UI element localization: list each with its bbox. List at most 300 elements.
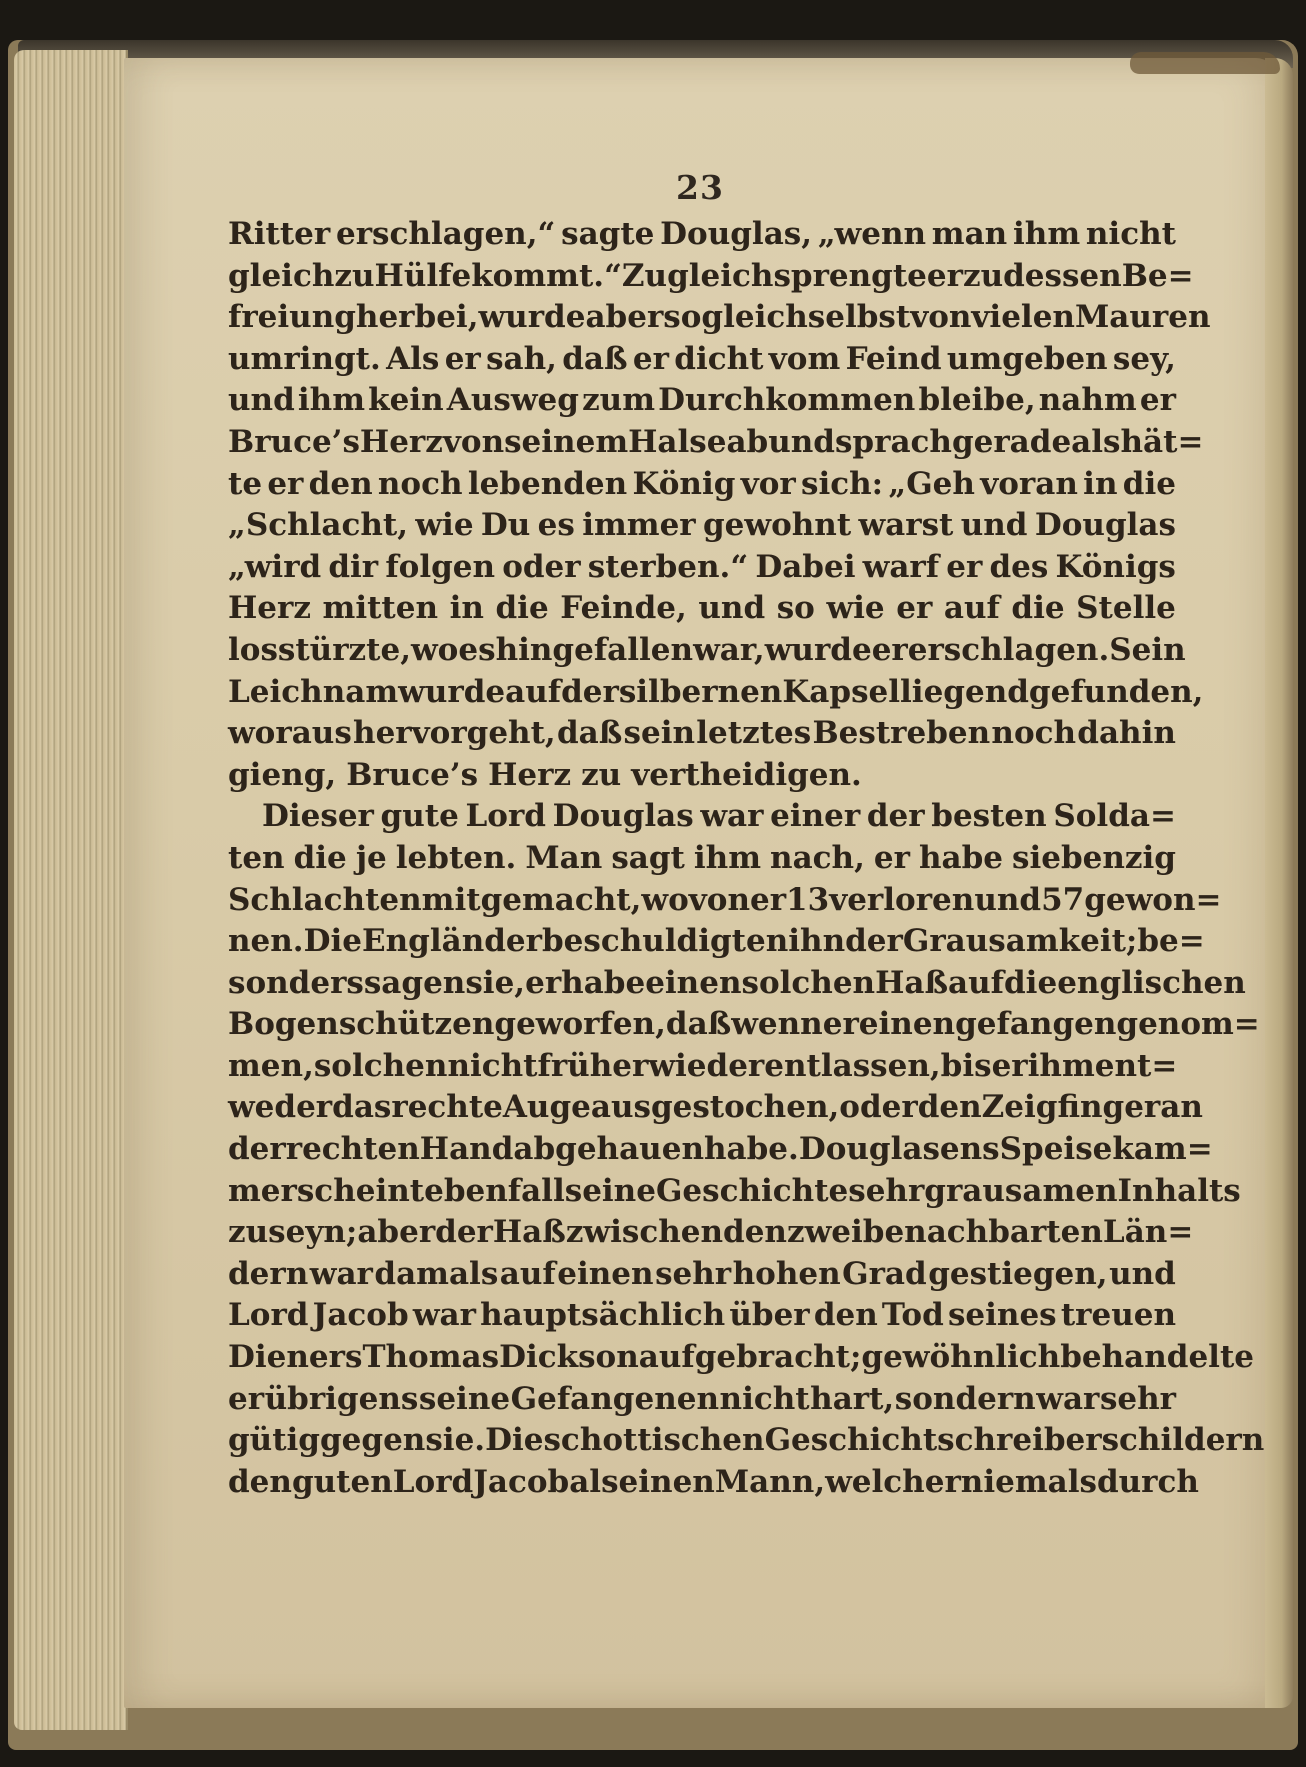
word: sonders — [228, 964, 364, 1001]
word: nicht — [447, 1047, 538, 1084]
word: Du — [480, 507, 531, 544]
word: als — [1071, 423, 1121, 460]
text-line — [228, 1379, 1176, 1421]
word: „wird — [228, 548, 322, 585]
text-line — [228, 1046, 1176, 1088]
word: übrigens — [264, 1380, 419, 1417]
word: kein — [368, 382, 444, 419]
word: freiung — [228, 299, 356, 336]
word: nicht — [719, 1380, 810, 1417]
word: seine — [418, 1380, 511, 1417]
word: hervorgeht, — [353, 715, 556, 752]
word: je — [355, 839, 387, 876]
word: gewon= — [1084, 881, 1222, 918]
word: und — [960, 507, 1028, 544]
text-line — [228, 630, 1186, 672]
word: vom — [768, 340, 841, 377]
word: war — [1036, 1380, 1100, 1417]
word: zu — [581, 756, 622, 793]
word: letztes — [696, 715, 812, 752]
text-line — [228, 214, 1176, 256]
word: daß — [665, 1006, 732, 1043]
word: scheint — [296, 1172, 425, 1209]
word: sprengte — [773, 257, 927, 294]
word: gefunden, — [1028, 673, 1204, 710]
word: solchen — [741, 964, 876, 1001]
word: war, — [693, 631, 765, 668]
word: dern — [228, 1255, 309, 1292]
word: silbernen — [618, 673, 783, 710]
word: er — [525, 964, 562, 1001]
word: ab — [726, 423, 769, 460]
word: sey, — [1112, 340, 1176, 377]
text-line — [228, 963, 1246, 1005]
word: sagen — [363, 964, 466, 1001]
word: wurde — [398, 673, 506, 710]
word: den — [308, 465, 373, 502]
word: war — [309, 1255, 373, 1292]
word: wurde — [478, 299, 586, 336]
word: einen — [645, 964, 742, 1001]
page-number: 23 — [676, 168, 724, 207]
word: Tod — [881, 1297, 944, 1334]
word: die — [1004, 964, 1058, 1001]
word: Bruce’s — [346, 756, 479, 793]
word: nen. — [228, 923, 304, 960]
word: mitgemacht, — [421, 881, 642, 918]
word: englischen — [1057, 964, 1246, 1001]
word: einen — [618, 1463, 715, 1500]
word: den — [917, 1089, 982, 1126]
text-line — [228, 256, 1194, 298]
word: guten — [291, 1463, 393, 1500]
word: Thomas — [362, 1339, 500, 1376]
word: der — [228, 1131, 286, 1168]
word: von — [442, 423, 505, 460]
word: Dickson — [499, 1339, 639, 1376]
word: über — [729, 1297, 810, 1334]
word: entlassen, — [764, 1047, 941, 1084]
word: auf — [499, 1255, 556, 1292]
word: Feind — [845, 340, 942, 377]
word: sah, — [486, 340, 557, 377]
word: Mann, — [714, 1463, 826, 1500]
word: er — [871, 631, 908, 668]
word: Inhalts — [1117, 1172, 1241, 1209]
word: einen — [557, 1255, 654, 1292]
word: daß — [556, 715, 623, 752]
text-line — [228, 880, 1222, 922]
word: sehr — [655, 1255, 732, 1292]
word: zwischen — [565, 1214, 724, 1251]
word: gerade — [951, 423, 1072, 460]
word: der — [845, 923, 903, 960]
word: geworfen, — [494, 1006, 666, 1043]
word: Jacob — [312, 1297, 409, 1334]
word: losstürzte, — [228, 631, 411, 668]
word: Douglas, — [660, 216, 813, 252]
word: Königs — [1055, 548, 1176, 585]
word: hohen — [732, 1255, 841, 1292]
word: dicht — [674, 340, 764, 377]
word: seyn; — [268, 1214, 358, 1251]
word: Dabei — [755, 548, 856, 585]
word: Bogenschützen — [228, 1006, 495, 1043]
text-line — [228, 921, 1205, 963]
word: treuen — [1060, 1297, 1176, 1334]
word: ihm — [1013, 216, 1081, 252]
word: Geschichte — [655, 1172, 849, 1209]
word: Douglas — [552, 798, 694, 835]
word: zwei — [786, 1214, 863, 1251]
word: und — [1109, 1255, 1176, 1292]
word: ent= — [1094, 1047, 1178, 1084]
word: Grad — [842, 1255, 927, 1292]
word: an — [1160, 1089, 1203, 1126]
text-line — [228, 1087, 1203, 1129]
word: Dieners — [228, 1339, 363, 1376]
word: niemals — [960, 1463, 1097, 1500]
word: Bruce’s — [228, 423, 360, 460]
word: Herz — [359, 423, 443, 460]
word: des — [989, 548, 1049, 585]
word: rechten — [285, 1131, 420, 1168]
word: er — [632, 340, 669, 377]
word: sprach — [834, 423, 952, 460]
word: er — [946, 548, 983, 585]
word: die — [495, 590, 549, 627]
text-line — [228, 297, 1211, 339]
word: besten — [931, 798, 1047, 835]
word: nach, — [770, 839, 865, 876]
word: eine — [582, 1172, 656, 1209]
page-stack-edge — [14, 50, 128, 1730]
word: und — [698, 590, 766, 627]
word: man — [931, 216, 1008, 252]
word: mer — [228, 1172, 297, 1209]
word: dir — [328, 548, 379, 585]
word: den — [813, 1297, 878, 1334]
text-line — [228, 547, 1176, 589]
word: aufgebracht; — [638, 1339, 862, 1376]
word: auf — [505, 673, 562, 710]
word: habe. — [703, 1131, 799, 1168]
word: den — [723, 1214, 787, 1251]
corner-stain — [1130, 52, 1280, 74]
word: verloren — [829, 881, 975, 918]
text-line — [228, 1420, 1265, 1462]
text-line — [228, 1254, 1176, 1296]
word: er — [749, 881, 787, 918]
word: er — [896, 590, 933, 627]
word: hart, — [810, 1380, 895, 1417]
word: genom= — [1116, 1006, 1260, 1043]
word: Speisekam= — [999, 1131, 1213, 1168]
word: sehr — [1099, 1380, 1176, 1417]
word: „wenn — [817, 216, 927, 252]
word: Geschichtschreiber — [764, 1422, 1102, 1459]
text-line — [228, 422, 1204, 464]
word: umringt. — [228, 340, 381, 377]
word: die — [1122, 465, 1176, 502]
word: Be= — [1121, 257, 1194, 294]
word: Die — [485, 1422, 544, 1459]
word: gieng, — [228, 756, 337, 793]
word: habe — [918, 839, 1003, 876]
word: gewohnt — [702, 507, 852, 544]
word: hauptsächlich — [480, 1297, 726, 1334]
text-line — [228, 464, 1176, 506]
word: Lord — [465, 798, 546, 835]
word: früher — [537, 1047, 649, 1084]
word: Haß — [875, 964, 949, 1001]
text-line — [228, 713, 1176, 755]
word: auf — [943, 590, 1000, 627]
word: Mauren — [1074, 299, 1211, 336]
word: erschlagen,“ — [336, 216, 556, 252]
word: sagte — [561, 216, 655, 252]
word: men, — [228, 1047, 314, 1084]
word: gestiegen, — [928, 1255, 1108, 1292]
word: es — [537, 507, 575, 544]
word: er — [267, 465, 304, 502]
word: er — [228, 1380, 265, 1417]
text-line — [228, 1129, 1213, 1171]
word: Engländer — [361, 923, 542, 960]
word: Auge — [502, 1089, 591, 1126]
word: von — [910, 299, 972, 336]
word: zu — [228, 1214, 269, 1251]
word: 57 — [1041, 881, 1085, 918]
word: Dieser — [262, 798, 374, 835]
word: mitten — [322, 590, 439, 627]
word: hingefallen — [495, 631, 694, 668]
word: wie — [415, 507, 474, 544]
word: behandelte — [1060, 1339, 1254, 1376]
word: schottischen — [543, 1422, 765, 1459]
word: er — [444, 340, 481, 377]
word: liegend — [900, 673, 1029, 710]
word: Hand — [419, 1131, 514, 1168]
word: wenn — [731, 1006, 823, 1043]
word: in — [449, 590, 484, 627]
word: sie. — [425, 1422, 486, 1459]
word: durch — [1096, 1463, 1199, 1500]
word: aber — [585, 299, 664, 336]
word: sogleich — [663, 299, 808, 336]
word: hät= — [1120, 423, 1204, 460]
text-line — [228, 1212, 1194, 1254]
text-line — [228, 1171, 1241, 1213]
word: habe — [561, 964, 646, 1001]
word: vertheidigen. — [631, 756, 862, 793]
word: Sein — [1109, 631, 1186, 668]
word: oder — [839, 1089, 918, 1126]
word: Grausamkeit; — [902, 923, 1138, 960]
word: sich: — [801, 465, 884, 502]
word: wie — [826, 590, 885, 627]
word: Die — [303, 923, 362, 960]
word: einer — [770, 798, 861, 835]
text-line — [228, 588, 1176, 630]
word: zum — [582, 382, 656, 419]
word: aber — [357, 1214, 436, 1251]
word: ausgestochen, — [590, 1089, 840, 1126]
word: Man — [525, 839, 603, 876]
word: sagt — [611, 839, 685, 876]
word: zu — [334, 257, 375, 294]
word: bleibe, — [918, 382, 1036, 419]
word: gleich — [228, 257, 335, 294]
word: rechte — [391, 1089, 503, 1126]
word: sterben.“ — [587, 548, 749, 585]
word: der — [561, 673, 619, 710]
word: siebenzig — [1012, 839, 1176, 876]
word: noch — [377, 465, 463, 502]
word: sie, — [465, 964, 526, 1001]
word: warf — [862, 548, 940, 585]
word: noch — [991, 715, 1077, 752]
word: ten — [228, 839, 285, 876]
word: warst — [858, 507, 954, 544]
word: Stelle — [1076, 590, 1176, 627]
word: zu — [962, 257, 1004, 294]
word: 13 — [786, 881, 830, 918]
word: kommt.“ — [471, 257, 622, 294]
word: Schlachten — [228, 881, 422, 918]
word: König — [632, 465, 736, 502]
word: dahin — [1077, 715, 1176, 752]
word: folgen — [385, 548, 496, 585]
word: es — [458, 631, 496, 668]
word: der — [866, 798, 925, 835]
word: bis — [940, 1047, 992, 1084]
word: Halse — [628, 423, 727, 460]
word: als — [569, 1463, 619, 1500]
word: gefangen — [955, 1006, 1117, 1043]
text-line — [228, 339, 1176, 381]
word: er — [1139, 382, 1176, 419]
word: wovon — [641, 881, 750, 918]
word: woraus — [228, 715, 352, 752]
word: sondern — [894, 1380, 1036, 1417]
word: Ritter — [228, 216, 331, 252]
word: sehr — [848, 1172, 925, 1209]
page-right-edge — [1265, 58, 1293, 1708]
word: „Geh — [888, 465, 975, 502]
word: die — [293, 839, 347, 876]
word: oder — [502, 548, 581, 585]
word: erschlagen. — [907, 631, 1110, 668]
word: Zugleich — [621, 257, 774, 294]
word: Lord — [392, 1463, 474, 1500]
word: er — [926, 257, 963, 294]
word: seines — [947, 1297, 1057, 1334]
word: ihm — [1027, 1047, 1095, 1084]
word: und — [768, 423, 835, 460]
word: herbei, — [355, 299, 479, 336]
text-line — [228, 1337, 1254, 1379]
word: umgeben — [946, 340, 1108, 377]
word: in — [1083, 465, 1118, 502]
text-line — [228, 838, 1176, 880]
word: so — [776, 590, 815, 627]
text-line — [228, 755, 1176, 797]
word: der — [435, 1214, 493, 1251]
word: selbst — [807, 299, 911, 336]
word: gütig — [228, 1422, 320, 1459]
text-line — [228, 1462, 1199, 1504]
body-text — [228, 214, 1265, 1503]
word: be= — [1137, 923, 1205, 960]
text-line — [228, 505, 1176, 547]
word: abgehauen — [513, 1131, 704, 1168]
word: vor — [740, 465, 796, 502]
word: vielen — [971, 299, 1075, 336]
word: war — [412, 1297, 476, 1334]
text-line — [228, 1295, 1176, 1337]
word: war — [700, 798, 764, 835]
word: lebten. — [395, 839, 517, 876]
word: daß — [562, 340, 628, 377]
word: grausamen — [924, 1172, 1118, 1209]
word: Als — [386, 340, 440, 377]
word: dessen — [1003, 257, 1122, 294]
word: wurde — [764, 631, 872, 668]
word: Hülfe — [374, 257, 472, 294]
word: schildern — [1101, 1422, 1265, 1459]
word: gegen — [320, 1422, 426, 1459]
word: er — [822, 1006, 859, 1043]
word: Durchkommen — [658, 382, 916, 419]
word: Lord — [228, 1297, 309, 1334]
word: Kapsel — [782, 673, 901, 710]
word: den — [228, 1463, 292, 1500]
word: Douglasens — [798, 1131, 1000, 1168]
word: damals — [374, 1255, 499, 1292]
text-line — [228, 672, 1204, 714]
word: Gefangenen — [510, 1380, 719, 1417]
word: wieder — [648, 1047, 765, 1084]
word: Solda= — [1053, 798, 1176, 835]
word: auf — [948, 964, 1004, 1001]
word: Jacob — [473, 1463, 570, 1500]
word: gute — [380, 798, 459, 835]
word: immer — [582, 507, 696, 544]
word: nicht — [1085, 216, 1176, 252]
word: er — [873, 839, 910, 876]
word: ihm — [297, 382, 366, 419]
word: Herz — [488, 756, 572, 793]
word: nahm — [1038, 382, 1137, 419]
word: benachbarten — [862, 1214, 1103, 1251]
word: und — [228, 382, 295, 419]
word: ihn — [788, 923, 846, 960]
word: seinem — [504, 423, 629, 460]
word: Bestreben — [812, 715, 991, 752]
word: einen — [858, 1006, 956, 1043]
word: „Schlacht, — [228, 507, 409, 544]
word: voran — [980, 465, 1078, 502]
word: Douglas — [1034, 507, 1176, 544]
word: Leichnam — [228, 673, 399, 710]
word: te — [228, 465, 263, 502]
text-line — [228, 796, 1176, 838]
word: Herz — [228, 590, 311, 627]
word: und — [974, 881, 1042, 918]
word: die — [1011, 590, 1065, 627]
word: beschuldigten — [541, 923, 789, 960]
